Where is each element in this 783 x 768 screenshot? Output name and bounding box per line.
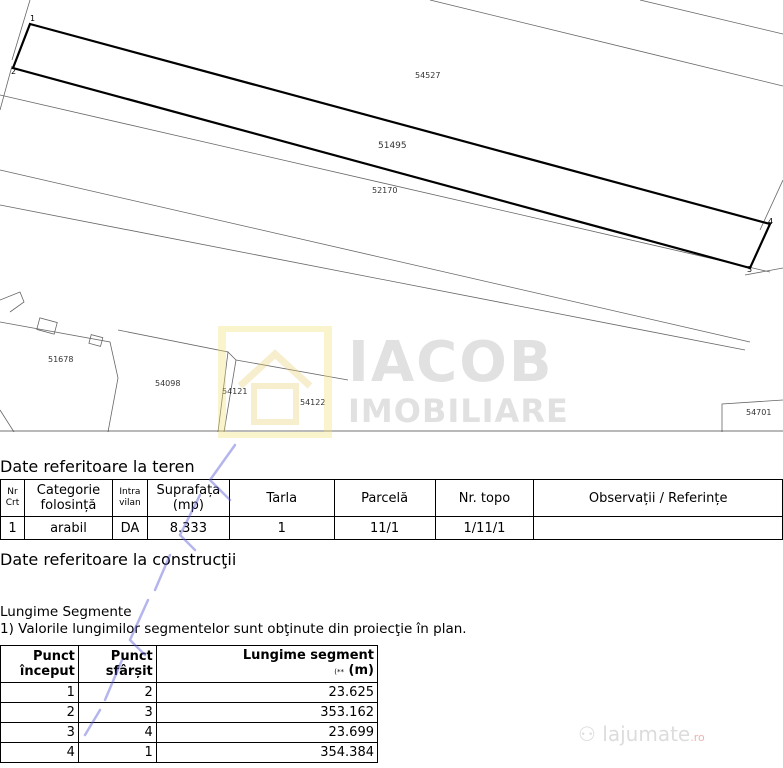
cell: 353.162 — [156, 703, 377, 723]
section-title-teren: Date referitoare la teren — [0, 457, 195, 476]
cell: arabil — [24, 517, 112, 540]
segments-note: 1) Valorile lungimilor segmentelor sunt obţinute din proiecţie în plan. — [0, 621, 467, 637]
cell: 23.699 — [156, 723, 377, 743]
table-row — [1, 703, 378, 723]
cell: 23.625 — [156, 683, 377, 703]
cell: 1 — [1, 683, 79, 703]
cell: 1 — [229, 517, 334, 540]
parcel-label: 54098 — [155, 379, 181, 388]
map-building — [0, 292, 24, 312]
site-watermark: ⚇ lajumate.ro — [578, 722, 705, 746]
col-header: Categorie folosință — [24, 480, 112, 517]
cell: 1/11/1 — [435, 517, 534, 540]
point-label: 3 — [747, 265, 753, 274]
point-label: 4 — [768, 217, 774, 226]
col-header: Tarla — [229, 480, 334, 517]
map-line — [236, 360, 348, 380]
map-line — [0, 95, 770, 272]
col-header: Parcelă — [334, 480, 435, 517]
cell: 2 — [1, 703, 79, 723]
cell — [534, 517, 783, 540]
parcel-label: 54527 — [415, 71, 441, 80]
table-row — [1, 723, 378, 743]
chat-icon: ⚇ — [578, 722, 603, 746]
point-label: 1 — [30, 14, 36, 23]
cell: 3 — [78, 703, 156, 723]
col-header: Nr Crt — [1, 480, 25, 517]
segments-table — [0, 645, 378, 763]
map-line — [0, 170, 753, 342]
length-header: Lungime segment — [242, 648, 374, 663]
watermark-text: IMOBILIARE — [348, 392, 569, 430]
col-header: Nr. topo — [435, 480, 534, 517]
col-header: Observații / Referințe — [534, 480, 783, 517]
parcel-label: 52170 — [372, 186, 398, 195]
col-header: Punct sfârșit — [78, 646, 156, 683]
section-title-constructii: Date referitoare la construcţii — [0, 550, 237, 569]
table-row — [1, 683, 378, 703]
segments-title: Lungime Segmente — [0, 604, 132, 620]
col-header: Intra vilan — [112, 480, 147, 517]
map-line — [640, 0, 783, 34]
table-header-row — [1, 646, 378, 683]
cell: 4 — [1, 743, 79, 763]
table-row — [1, 743, 378, 763]
map-line — [430, 0, 783, 86]
cell: 1 — [1, 517, 25, 540]
cell: 8.333 — [147, 517, 229, 540]
parcel-label: 54121 — [222, 387, 248, 396]
col-header: Suprafața (mp) — [147, 480, 229, 517]
point-label: 2 — [11, 67, 17, 76]
table-row — [1, 517, 783, 540]
map-line — [0, 322, 118, 432]
unit-header: (** (m) — [334, 663, 374, 678]
col-header — [156, 646, 377, 683]
parcel-label: 51678 — [48, 355, 74, 364]
cell: 11/1 — [334, 517, 435, 540]
cell: 2 — [78, 683, 156, 703]
parcel-label-main: 51495 — [378, 141, 407, 151]
cell: 354.384 — [156, 743, 377, 763]
map-line — [0, 205, 745, 350]
watermark-text: IACOB — [348, 330, 554, 395]
parcel-label: 54122 — [300, 398, 326, 407]
table-header-row — [1, 480, 783, 517]
land-table — [0, 479, 783, 540]
cell: 3 — [1, 723, 79, 743]
cell: DA — [112, 517, 147, 540]
parcel-label: 54701 — [746, 408, 772, 417]
cell: 1 — [78, 743, 156, 763]
col-header: Punct început — [1, 646, 79, 683]
cell: 4 — [78, 723, 156, 743]
map-line — [0, 410, 14, 432]
